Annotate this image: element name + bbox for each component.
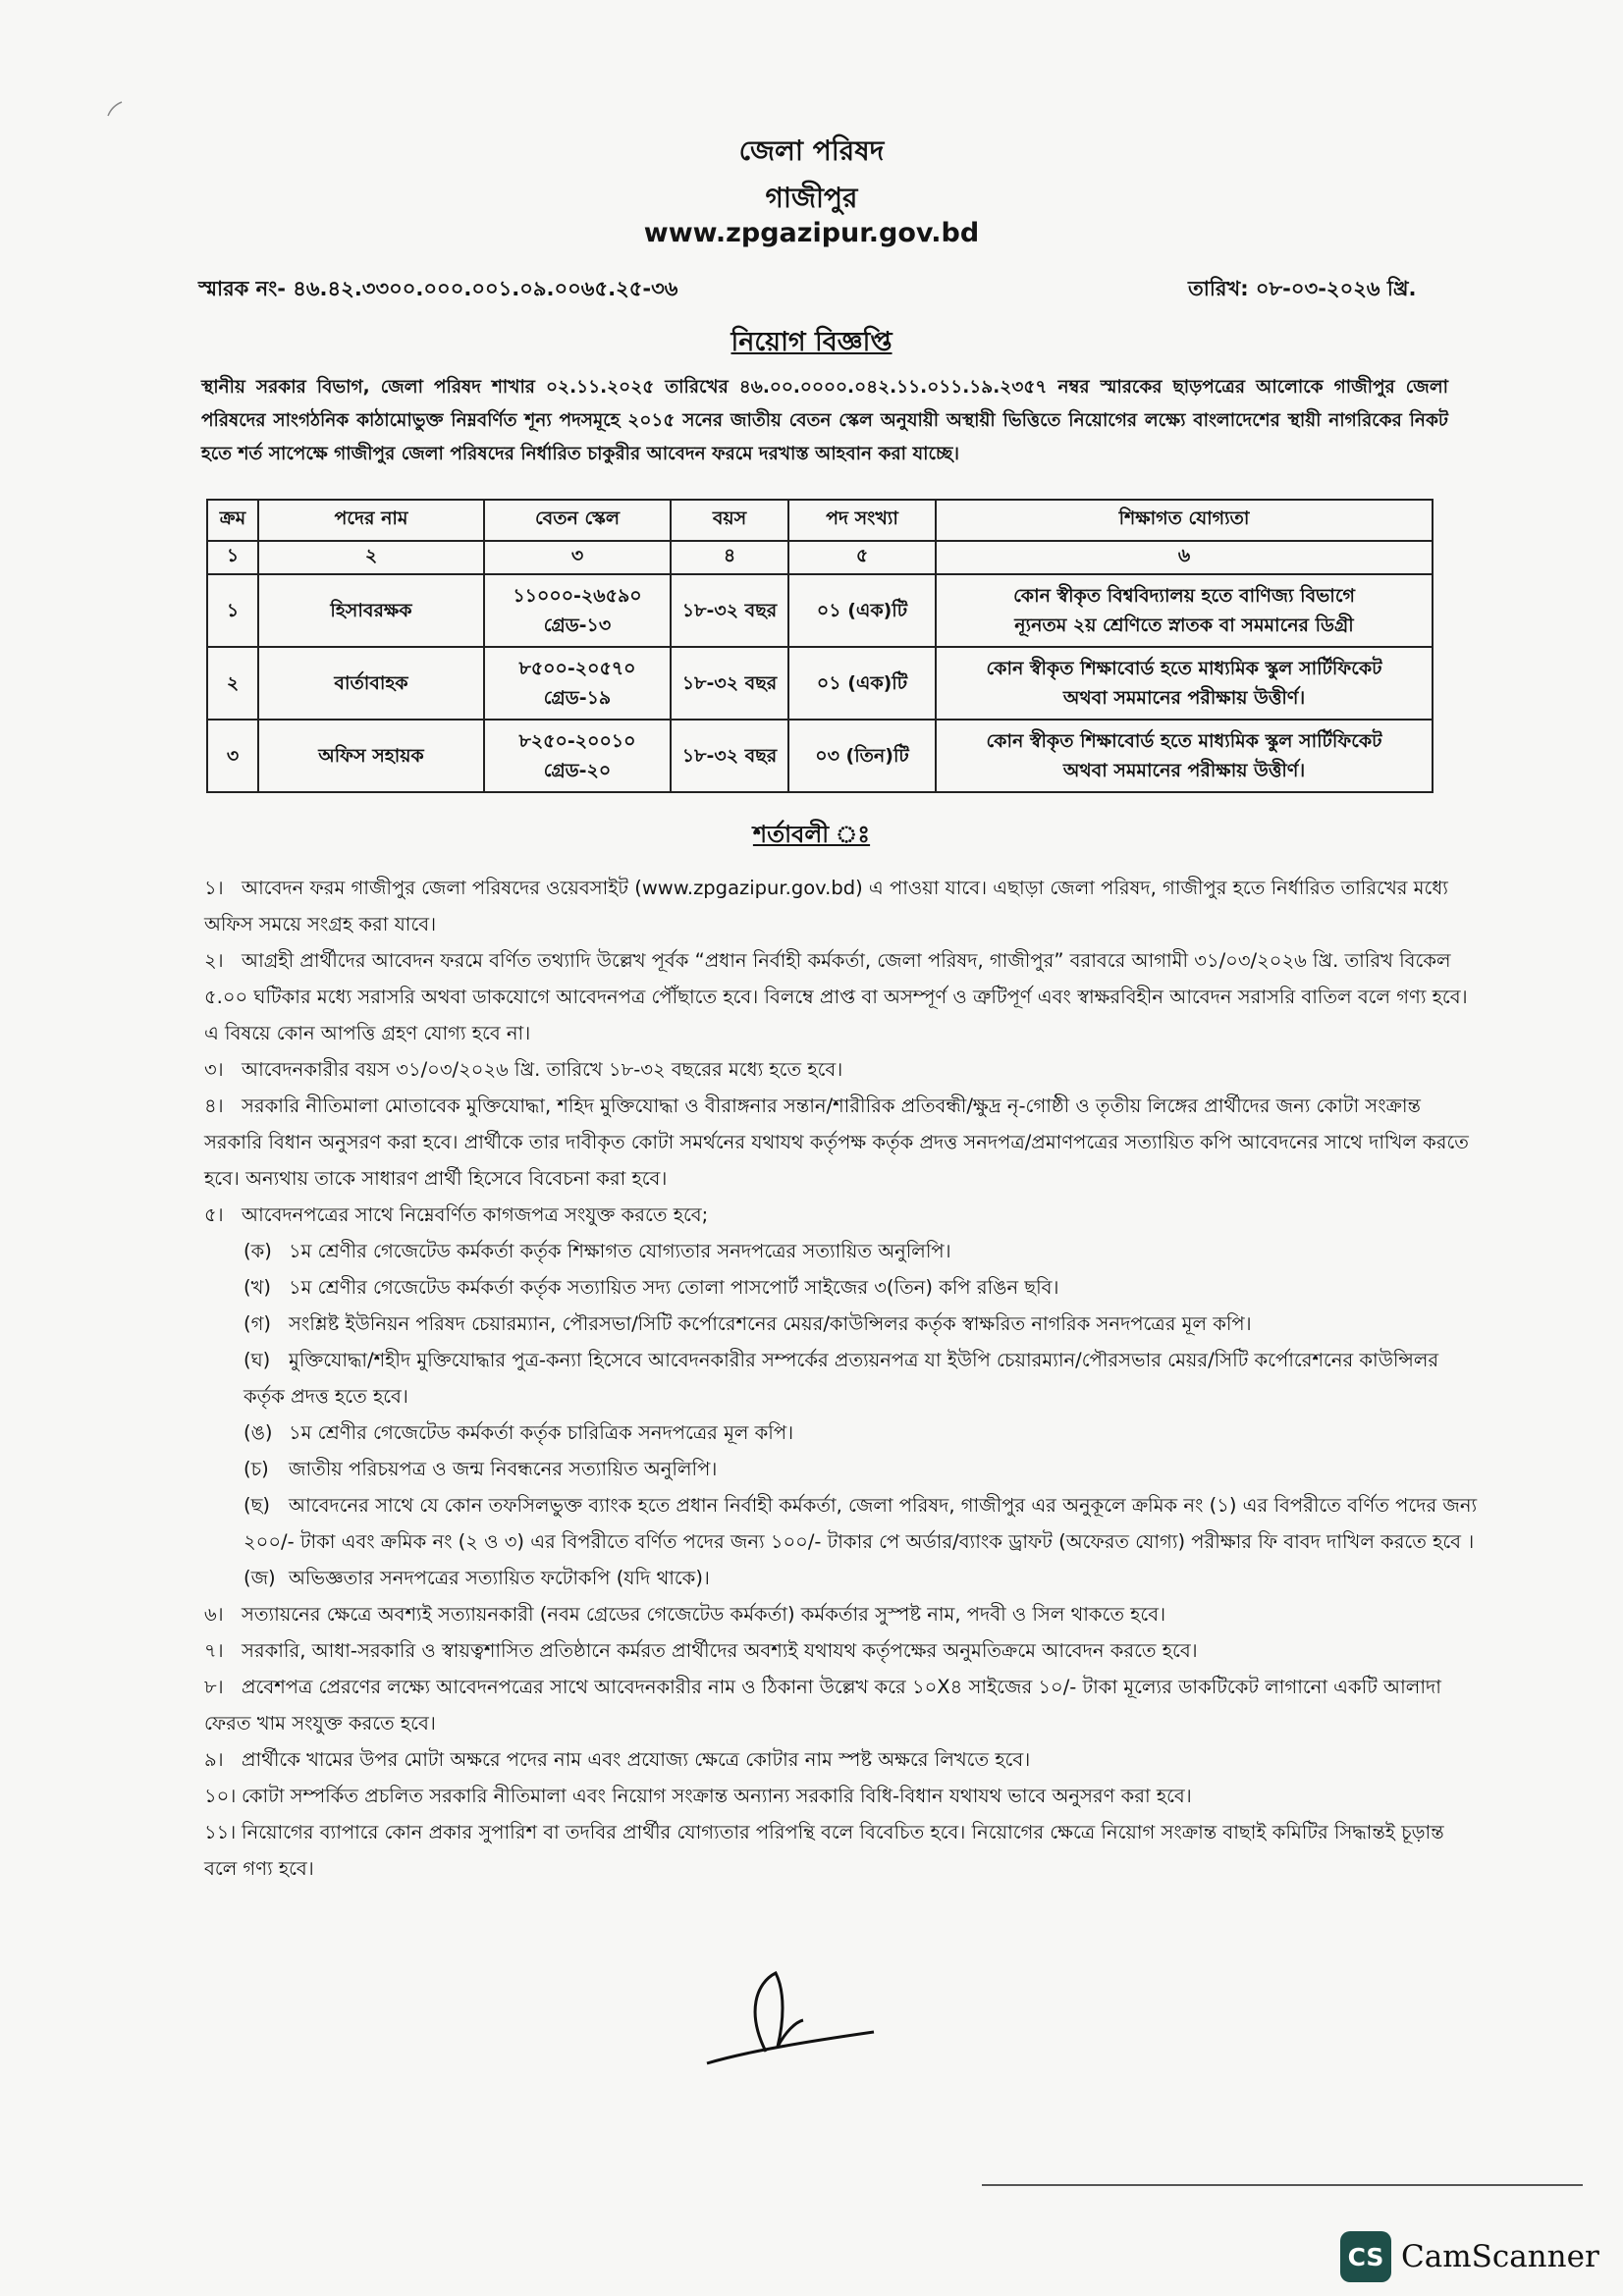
row-serial: ২: [207, 647, 258, 720]
row-age: ১৮-৩২ বছর: [671, 647, 788, 720]
scale-value: ১১০০০-২৬৫৯০: [513, 585, 642, 607]
row-count: ০১ (এক)টি: [788, 574, 936, 647]
row-post: অফিস সহায়ক: [258, 720, 484, 792]
column-header: পদের নাম: [258, 500, 484, 541]
row-post: হিসাবরক্ষক: [258, 574, 484, 647]
condition-item: [204, 870, 1481, 942]
grade-value: গ্রেড-২০: [543, 760, 612, 781]
scale-value: ৮২৫০-২০০১০: [518, 730, 636, 752]
website-url: www.zpgazipur.gov.bd: [643, 218, 980, 248]
column-index: ৬: [936, 541, 1433, 574]
condition-item: [204, 1051, 1481, 1088]
memo-date: তারিখ: ০৮-০৩-২০২৬ খ্রি.: [1188, 277, 1417, 300]
condition-item: [204, 1741, 1481, 1778]
condition-number: ৫।: [204, 1203, 224, 1226]
sub-item-label: (গ): [243, 1312, 271, 1335]
column-index: ৪: [671, 541, 788, 574]
column-header: ক্রম: [207, 500, 258, 541]
notice-title: নিয়োগ বিজ্ঞপ্তি: [730, 327, 893, 357]
qualification-line: কোন স্বীকৃত বিশ্ববিদ্যালয় হতে বাণিজ্য বিভাগে: [1013, 585, 1355, 607]
column-index: ১: [207, 541, 258, 574]
condition-sub-item: [243, 1560, 1481, 1596]
row-serial: ১: [207, 574, 258, 647]
condition-sub-item: [243, 1415, 1481, 1451]
column-index: ৫: [788, 541, 936, 574]
condition-item: [204, 942, 1481, 1051]
sub-item-text: ১ম শ্রেণীর গেজেটেড কর্মকর্তা কর্তৃক সত্যায়িত সদ্য তোলা পাসপোর্ট সাইজের ৩(তিন) কপি রঙিন ছবি।: [289, 1276, 1059, 1299]
row-age: ১৮-৩২ বছর: [671, 720, 788, 792]
memo-number: স্মারক নং- ৪৬.৪২.৩৩০০.০০০.০০১.০৯.০০৬৫.২৫-৩৬: [198, 277, 678, 300]
condition-text: আগ্রহী প্রার্থীদের আবেদন ফরমে বর্ণিত তথ্যাদি উল্লেখ পূর্বক “প্রধান নির্বাহী কর্মকর্তা, জেলা পরিষদ, গাজীপুর” বরাবরে আগামী ৩১/০৩/২০২৬ খ্রি. তারিখ বিকেল ৫.০০ ঘটিকার মধ্যে সরাসরি অথবা ডাকযোগে আবেদনপত্র পৌঁছাতে হবে। বিলম্বে প্রাপ্ত বা অসম্পূর্ণ ও ত্রুটিপূর্ণ এবং স্বাক্ষরবিহীন আবেদন সরাসরি বাতিল বলে গণ্য হবে। এ বিষয়ে কোন আপত্তি গ্রহণ যোগ্য হবে না।: [204, 949, 1468, 1044]
condition-text: সত্যায়নের ক্ষেত্রে অবশ্যই সত্যায়নকারী (নবম গ্রেডের গেজেটেড কর্মকর্তা) কর্মকর্তার সুস্পষ্ট নাম, পদবী ও সিল থাকতে হবে।: [242, 1603, 1166, 1626]
sub-item-label: (ক): [243, 1240, 272, 1262]
qualification-line: কোন স্বীকৃত শিক্ষাবোর্ড হতে মাধ্যমিক স্কুল সার্টিফিকেট: [986, 730, 1382, 752]
condition-number: ১।: [204, 877, 224, 899]
row-qualification: [936, 647, 1433, 720]
condition-text: প্রবেশপত্র প্রেরণের লক্ষ্যে আবেদনপত্রের সাথে আবেদনকারীর নাম ও ঠিকানা উল্লেখ করে ১০X৪ সাইজের ১০/- টাকা মূল্যের ডাকটিকেট লাগানো একটি আলাদা ফেরত খাম সংযুক্ত করতে হবে।: [204, 1676, 1441, 1735]
table-row: [207, 720, 1433, 792]
row-count: ০৩ (তিন)টি: [788, 720, 936, 792]
sub-item-label: (ছ): [243, 1494, 271, 1517]
condition-text: সরকারি, আধা-সরকারি ও স্বায়ত্বশাসিত প্রতিষ্ঠানে কর্মরত প্রার্থীদের অবশ্যই যথাযথ কর্তৃপক্ষের অনুমতিক্রমে আবেদন করতে হবে।: [242, 1639, 1198, 1662]
sub-item-text: সংশ্লিষ্ট ইউনিয়ন পরিষদ চেয়ারম্যান, পৌরসভা/সিটি কর্পোরেশনের মেয়র/কাউন্সিলর কর্তৃক স্বাক্ষরিত নাগরিক সনদপত্রের মূল কপি।: [289, 1312, 1252, 1335]
condition-number: ১০।: [204, 1785, 237, 1807]
sub-item-text: আবেদনের সাথে যে কোন তফসিলভুক্ত ব্যাংক হতে প্রধান নির্বাহী কর্মকর্তা, জেলা পরিষদ, গাজীপুর এর অনুকূলে ক্রমিক নং (১) এর বিপরীতে বর্ণিত পদের জন্য ২০০/- টাকা এবং ক্রমিক নং (২ ও ৩) এর বিপরীতে বর্ণিত পদের জন্য ১০০/- টাকার পে অর্ডার/ব্যাংক ড্রাফট (অফেরত যোগ্য) পরীক্ষার ফি বাবদ দাখিল করতে হবে ।: [243, 1494, 1478, 1553]
sub-item-text: ১ম শ্রেণীর গেজেটেড কর্মকর্তা কর্তৃক শিক্ষাগত যোগ্যতার সনদপত্রের সত্যায়িত অনুলিপি।: [289, 1240, 951, 1262]
sub-item-text: অভিজ্ঞতার সনদপত্রের সত্যায়িত ফটোকপি (যদি থাকে)।: [289, 1567, 710, 1589]
condition-text: আবেদন ফরম গাজীপুর জেলা পরিষদের ওয়েবসাইট (www.zpgazipur.gov.bd) এ পাওয়া যাবে। এছাড়া জেলা পরিষদ, গাজীপুর হতে নির্ধারিত তারিখের মধ্যে অফিস সময়ে সংগ্রহ করা যাবে।: [204, 877, 1448, 935]
sub-item-label: (খ): [243, 1276, 272, 1299]
condition-text: প্রার্থীকে খামের উপর মোটা অক্ষরে পদের নাম এবং প্রযোজ্য ক্ষেত্রে কোটার নাম স্পষ্ট অক্ষরে লিখতে হবে।: [242, 1748, 1031, 1771]
condition-text: কোটা সম্পর্কিত প্রচলিত সরকারি নীতিমালা এবং নিয়োগ সংক্রান্ত অন্যান্য সরকারি বিধি-বিধান যথাযথ ভাবে অনুসরণ করা হবে।: [242, 1785, 1192, 1807]
sub-item-label: (ঘ): [243, 1349, 271, 1371]
condition-number: ৩।: [204, 1058, 224, 1081]
row-qualification: [936, 574, 1433, 647]
table-row: [207, 574, 1433, 647]
condition-sub-item: [243, 1342, 1481, 1415]
condition-item: [204, 1088, 1481, 1197]
column-header: বেতন স্কেল: [484, 500, 671, 541]
condition-number: ১১।: [204, 1821, 237, 1843]
grade-value: গ্রেড-১৯: [543, 687, 612, 709]
condition-number: ৯।: [204, 1748, 224, 1771]
condition-item: [204, 1814, 1481, 1887]
condition-text: আবেদনপত্রের সাথে নিম্নেবর্ণিত কাগজপত্র সংযুক্ত করতে হবে;: [242, 1203, 709, 1226]
condition-number: ৪।: [204, 1095, 224, 1117]
camscanner-logo: CS: [1340, 2231, 1391, 2282]
conditions-list: [204, 870, 1481, 1887]
scale-value: ৮৫০০-২০৫৭০: [518, 658, 636, 679]
row-scale: [484, 647, 671, 720]
row-scale: [484, 720, 671, 792]
condition-sub-item: [243, 1487, 1481, 1560]
column-index: ২: [258, 541, 484, 574]
row-serial: ৩: [207, 720, 258, 792]
sub-item-text: ১ম শ্রেণীর গেজেটেড কর্মকর্তা কর্তৃক চারিত্রিক সনদপত্রের মূল কপি।: [289, 1421, 794, 1444]
condition-sub-item: [243, 1233, 1481, 1269]
posts-table: [206, 499, 1434, 793]
condition-sub-item: [243, 1306, 1481, 1342]
qualification-line: ন্যূনতম ২য় শ্রেণিতে স্নাতক বা সমমানের ডিগ্রী: [1014, 614, 1354, 636]
signature: [687, 1953, 884, 2081]
condition-number: ৬।: [204, 1603, 224, 1626]
row-count: ০১ (এক)টি: [788, 647, 936, 720]
condition-item: [204, 1778, 1481, 1814]
column-header: শিক্ষাগত যোগ্যতা: [936, 500, 1433, 541]
condition-item: [204, 1197, 1481, 1233]
sub-item-label: (ঙ): [243, 1421, 273, 1444]
camscanner-watermark: [1340, 2228, 1599, 2285]
table-index-row: [207, 541, 1433, 574]
row-post: বার্তাবাহক: [258, 647, 484, 720]
grade-value: গ্রেড-১৩: [543, 614, 612, 636]
column-index: ৩: [484, 541, 671, 574]
table-header-row: [207, 500, 1433, 541]
conditions-title: শর্তাবলী ঃ: [752, 821, 871, 848]
condition-item: [204, 1669, 1481, 1741]
office-name: জেলা পরিষদ: [738, 134, 885, 167]
condition-number: ৮।: [204, 1676, 224, 1698]
footer-divider: [982, 2184, 1583, 2186]
sub-item-label: (চ): [243, 1458, 269, 1480]
condition-text: আবেদনকারীর বয়স ৩১/০৩/২০২৬ খ্রি. তারিখে ১৮-৩২ বছরের মধ্যে হতে হবে।: [242, 1058, 843, 1081]
qualification-line: অথবা সমমানের পরীক্ষায় উত্তীর্ণ।: [1062, 687, 1306, 709]
row-age: ১৮-৩২ বছর: [671, 574, 788, 647]
condition-sub-item: [243, 1451, 1481, 1487]
condition-sub-item: [243, 1269, 1481, 1306]
district-name: গাজীপুর: [765, 182, 858, 214]
condition-number: ৭।: [204, 1639, 224, 1662]
row-qualification: [936, 720, 1433, 792]
condition-number: ২।: [204, 949, 224, 972]
table-row: [207, 647, 1433, 720]
condition-item: [204, 1596, 1481, 1632]
qualification-line: অথবা সমমানের পরীক্ষায় উত্তীর্ণ।: [1062, 760, 1306, 781]
row-scale: [484, 574, 671, 647]
column-header: বয়স: [671, 500, 788, 541]
condition-text: নিয়োগের ব্যাপারে কোন প্রকার সুপারিশ বা তদবির প্রার্থীর যোগ্যতার পরিপন্থি বলে বিবেচিত হবে। নিয়োগের ক্ষেত্রে নিয়োগ সংক্রান্ত বাছাই কমিটির সিদ্ধান্তই চূড়ান্ত বলে গণ্য হবে।: [204, 1821, 1444, 1880]
sub-item-label: (জ): [243, 1567, 276, 1589]
notice-intro: স্থানীয় সরকার বিভাগ, জেলা পরিষদ শাখার ০২.১১.২০২৫ তারিখের ৪৬.০০.০০০০.০৪২.১১.০১১.১৯.২৩৫৭ নম্বর স্মারকের ছাড়পত্রের আলোকে গাজীপুর জেলা পরিষদের সাংগঠনিক কাঠামোভুক্ত নিম্নবর্ণিত শূন্য পদসমূহে ২০১৫ সনের জাতীয় বেতন স্কেল অনুযায়ী অস্থায়ী ভিত্তিতে নিয়োগের লক্ষ্যে বাংলাদেশের স্থায়ী নাগরিকের নিকট হতে শর্ত সাপেক্ষে গাজীপুর জেলা পরিষদের নির্ধারিত চাকুরীর আবেদন ফরমে দরখাস্ত আহবান করা যাচ্ছে।: [201, 377, 1448, 464]
condition-item: [204, 1632, 1481, 1669]
column-header: পদ সংখ্যা: [788, 500, 936, 541]
pen-mark: [98, 88, 137, 128]
sub-item-text: জাতীয় পরিচয়পত্র ও জন্ম নিবন্ধনের সত্যায়িত অনুলিপি।: [289, 1458, 718, 1480]
sub-item-text: মুক্তিযোদ্ধা/শহীদ মুক্তিযোদ্ধার পুত্র-কন্যা হিসেবে আবেদনকারীর সম্পর্কের প্রত্যয়নপত্র যা ইউপি চেয়ারম্যান/পৌরসভার মেয়র/সিটি কর্পোরেশনের কাউন্সিলর কর্তৃক প্রদত্ত হতে হবে।: [243, 1349, 1439, 1408]
condition-text: সরকারি নীতিমালা মোতাবেক মুক্তিযোদ্ধা, শহিদ মুক্তিযোদ্ধা ও বীরাঙ্গনার সন্তান/শারীরিক প্রতিবন্ধী/ক্ষুদ্র নৃ-গোষ্ঠী ও তৃতীয় লিঙ্গের প্রার্থীদের জন্য কোটা সংক্রান্ত সরকারি বিধান অনুসরণ করা হবে। প্রার্থীকে তার দাবীকৃত কোটা সমর্থনের যথাযথ কর্তৃপক্ষ কর্তৃক প্রদত্ত সনদপত্র/প্রমাণপত্রের সত্যায়িত কপি আবেদনের সাথে দাখিল করতে হবে। অন্যথায় তাকে সাধারণ প্রার্থী হিসেবে বিবেচনা করা হবে।: [204, 1095, 1469, 1190]
camscanner-name: CamScanner: [1401, 2239, 1599, 2274]
qualification-line: কোন স্বীকৃত শিক্ষাবোর্ড হতে মাধ্যমিক স্কুল সার্টিফিকেট: [986, 658, 1382, 679]
